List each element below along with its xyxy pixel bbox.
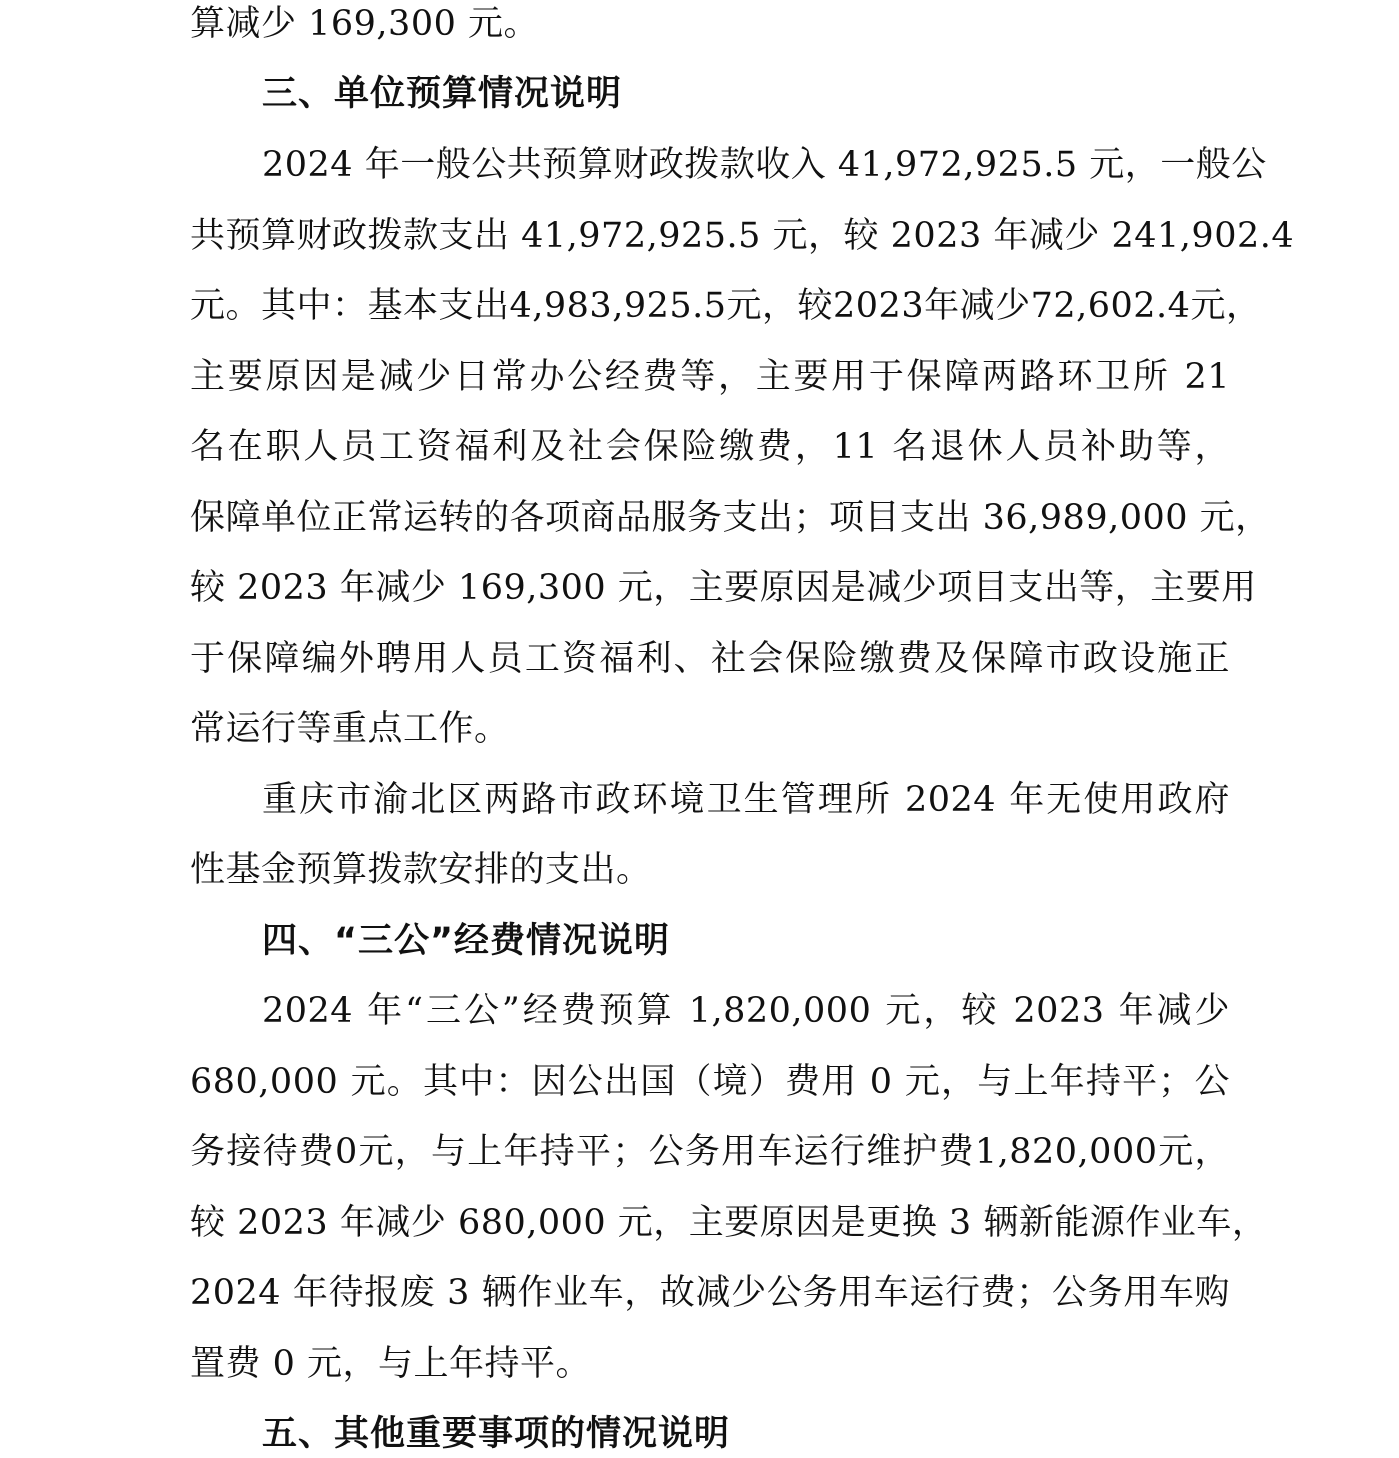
paragraph-line: 名在职人员工资福利及社会保险缴费，11 名退休人员补助等，: [190, 427, 1230, 467]
paragraph-line: 保障单位正常运转的各项商品服务支出；项目支出 36,989,000 元，: [190, 498, 1271, 538]
section-heading-4: 四、“三公”经费情况说明: [262, 921, 671, 961]
section-heading-5: 五、其他重要事项的情况说明: [262, 1414, 731, 1454]
paragraph-line: 务接待费0元，与上年持平；公务用车运行维护费1,820,000元，: [190, 1132, 1230, 1172]
paragraph-line: 较 2023 年减少 169,300 元，主要原因是减少项目支出等，主要用: [190, 568, 1257, 608]
paragraph-line: 共预算财政拨款支出 41,972,925.5 元，较 2023 年减少 241,902.4: [190, 216, 1295, 256]
paragraph-line: 主要原因是减少日常办公经费等，主要用于保障两路环卫所 21: [190, 357, 1230, 397]
paragraph-line: 680,000 元。其中：因公出国（境）费用 0 元，与上年持平；公: [190, 1062, 1230, 1102]
paragraph-line: 性基金预算拨款安排的支出。: [190, 850, 652, 890]
paragraph-line: 元。其中：基本支出4,983,925.5元，较2023年减少72,602.4元，: [190, 286, 1262, 326]
paragraph-line: 2024 年“三公”经费预算 1,820,000 元，较 2023 年减少: [262, 991, 1230, 1031]
section-heading-3: 三、单位预算情况说明: [262, 74, 623, 114]
paragraph-line: 常运行等重点工作。: [190, 709, 510, 749]
paragraph-line: 置费 0 元，与上年持平。: [190, 1344, 592, 1384]
paragraph-line: 较 2023 年减少 680,000 元，主要原因是更换 3 辆新能源作业车，: [190, 1203, 1268, 1243]
paragraph-line: 重庆市渝北区两路市政环境卫生管理所 2024 年无使用政府: [262, 780, 1230, 820]
paragraph-line: 2024 年一般公共预算财政拨款收入 41,972,925.5 元，一般公: [262, 145, 1267, 185]
paragraph-line: 算减少 169,300 元。: [190, 4, 539, 44]
paragraph-line: 于保障编外聘用人员工资福利、社会保险缴费及保障市政设施正: [190, 639, 1230, 679]
paragraph-line: 2024 年待报废 3 辆作业车，故减少公务用车运行费；公务用车购: [190, 1273, 1230, 1313]
